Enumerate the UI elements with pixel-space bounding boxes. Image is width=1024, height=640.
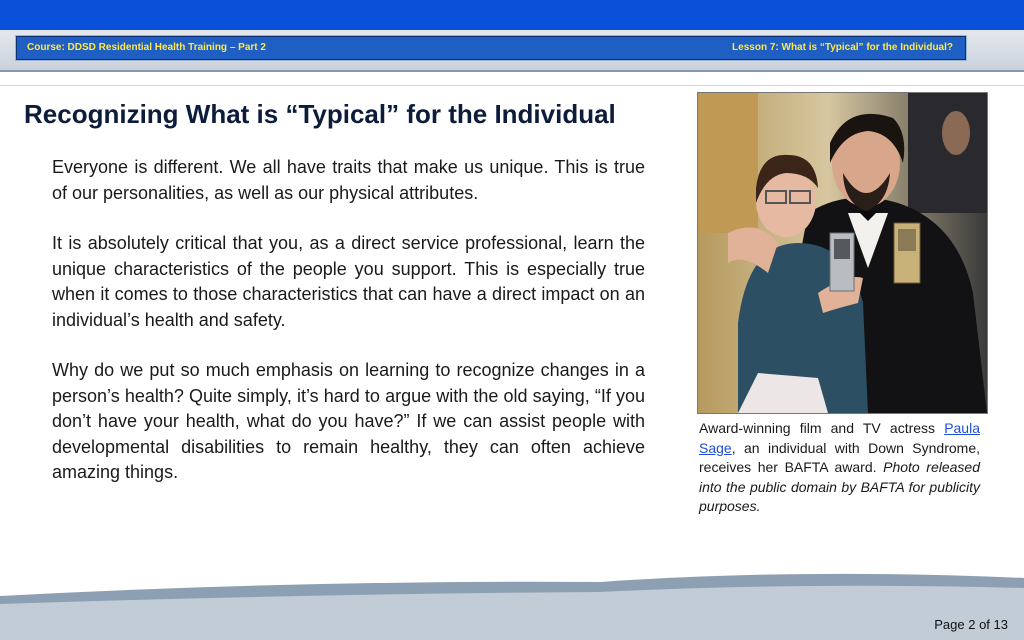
page-title: Recognizing What is “Typical” for the Individual [24, 99, 616, 129]
footer-wave [0, 570, 1024, 640]
award-photo-illustration [698, 93, 987, 413]
award-photo [697, 92, 988, 414]
paragraph-1: Everyone is different. We all have traits that make us unique. This is true of our personalities, as well as our physical attributes. [52, 157, 645, 203]
paula-sage-link[interactable]: Paula Sage [699, 420, 980, 456]
caption-middle: , an individual with Down Syndrome, receives her BAFTA award. [699, 439, 980, 475]
photo-caption [699, 419, 980, 517]
page-number: Page 2 of 13 [934, 617, 1008, 632]
paragraph-2: It is absolutely critical that you, as a direct service professional, learn the unique characteristics of the people you support. This is especially true when it comes to those characteristics that can have a direct impact on an individual’s health and safety. [52, 233, 645, 330]
caption-lead: Award-winning film and TV actress [699, 420, 945, 436]
header-divider-thin [0, 85, 1024, 86]
top-band [0, 0, 1024, 30]
header-bar [16, 36, 966, 60]
lesson-label: Lesson 7: What is “Typical” for the Individual? [732, 42, 953, 53]
body-text [52, 155, 645, 511]
header-divider [0, 70, 1024, 72]
caption-credit: Photo released into the public domain by BAFTA for publicity purposes. [699, 459, 981, 514]
paragraph-3: Why do we put so much emphasis on learning to recognize changes in a person’s health? Quite simply, it’s hard to argue with the old saying, “If you don’t have your health, what do you have?” If we can assist people with developmental disabilities to remain healthy, they can often achieve amazing things. [52, 360, 645, 482]
course-label: Course: DDSD Residential Health Training – Part 2 [27, 42, 266, 53]
